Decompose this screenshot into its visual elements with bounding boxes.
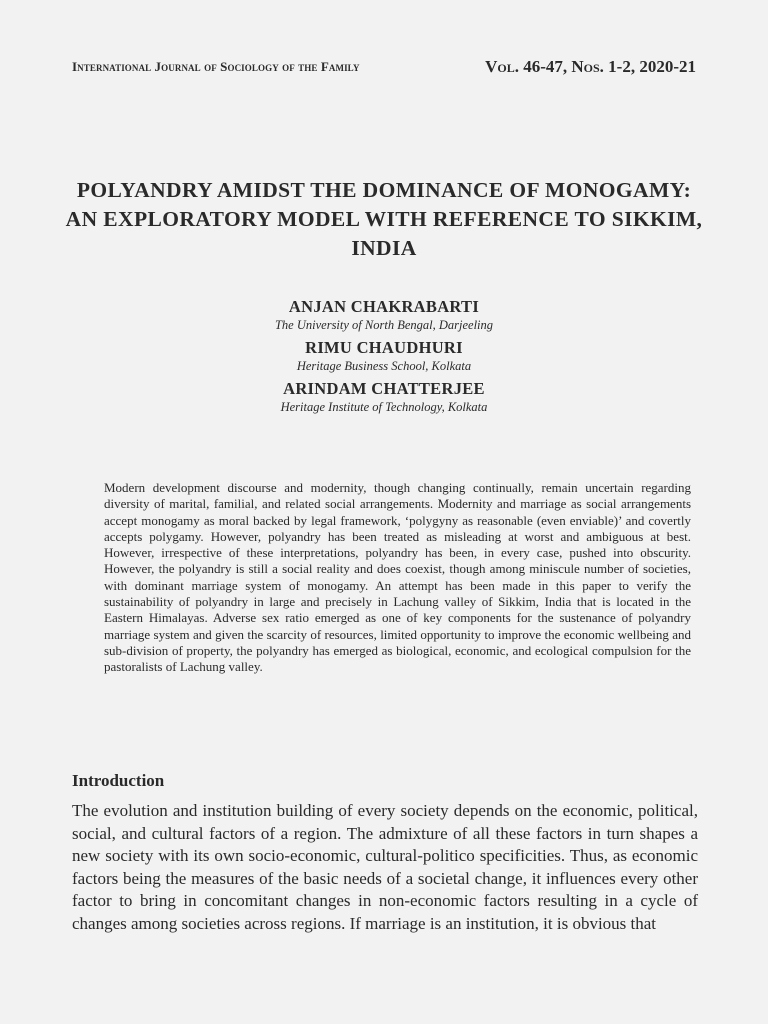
author-name: ANJAN CHAKRABARTI — [288, 297, 480, 316]
section-heading-introduction: Introduction — [72, 771, 165, 790]
introduction-paragraph: The evolution and institution building of every society depends on the economic, political, social, and cultural factors of a region. The admixture of all these factors in turn shapes a new society with its own socio-economic, cultural-politico specificities. Thus, as economic factors being the measures of the basic needs of a societal change, it influences every other factor to bring in concomitant changes in non-economic factors resulting in a cycle of changes among societies across regions. If marriage is an institution, it is obvious that — [72, 801, 698, 933]
author-affiliation: The University of North Bengal, Darjeeling — [274, 318, 494, 332]
author-affiliation: Heritage Business School, Kolkata — [296, 359, 472, 373]
author-block — [60, 296, 708, 419]
author-name: RIMU CHAUDHURI — [305, 338, 463, 357]
article-title: POLYANDRY AMIDST THE DOMINANCE OF MONOGAMY: AN EXPLORATORY MODEL WITH REFERENCE TO SIKKIM, INDIA — [65, 178, 703, 260]
author-affiliation: Heritage Institute of Technology, Kolkata — [280, 400, 488, 414]
volume-info: Vol. 46-47, Nos. 1-2, 2020-21 — [485, 57, 696, 76]
author-name: ARINDAM CHATTERJEE — [283, 379, 485, 398]
journal-name: International Journal of Sociology of the Family — [72, 59, 360, 74]
abstract: Modern development discourse and modernity, though changing continually, remain uncertain regarding diversity of marital, familial, and related social arrangements. Modernity and marriage as social arrangements accept monogamy as moral backed by legal framework, ‘polygyny as reasonable (even enviable)’ and covertly accepts polygamy. However, polyandry has been treated as misleading at worst and ambiguous at best. However, irrespective of these interpretations, polyandry has been, in every case, pushed into obscurity. However, the polyandry is still a social reality and does coexist, though among miniscule number of societies, with dominant marriage system of monogamy. An attempt has been made in this paper to verify the sustainability of polyandry in large and precisely in Lachung valley of Sikkim, India that is located in the Eastern Himalayas. Adverse sex ratio emerged as one of key components for the sustenance of polyandry marriage system and given the scarcity of resources, limited opportunity to improve the economic wellbeing and sub-division of property, the polyandry has emerged as biological, economic, and ecological compulsion for the pastoralists of Lachung valley. — [104, 480, 691, 675]
running-header — [72, 57, 696, 81]
